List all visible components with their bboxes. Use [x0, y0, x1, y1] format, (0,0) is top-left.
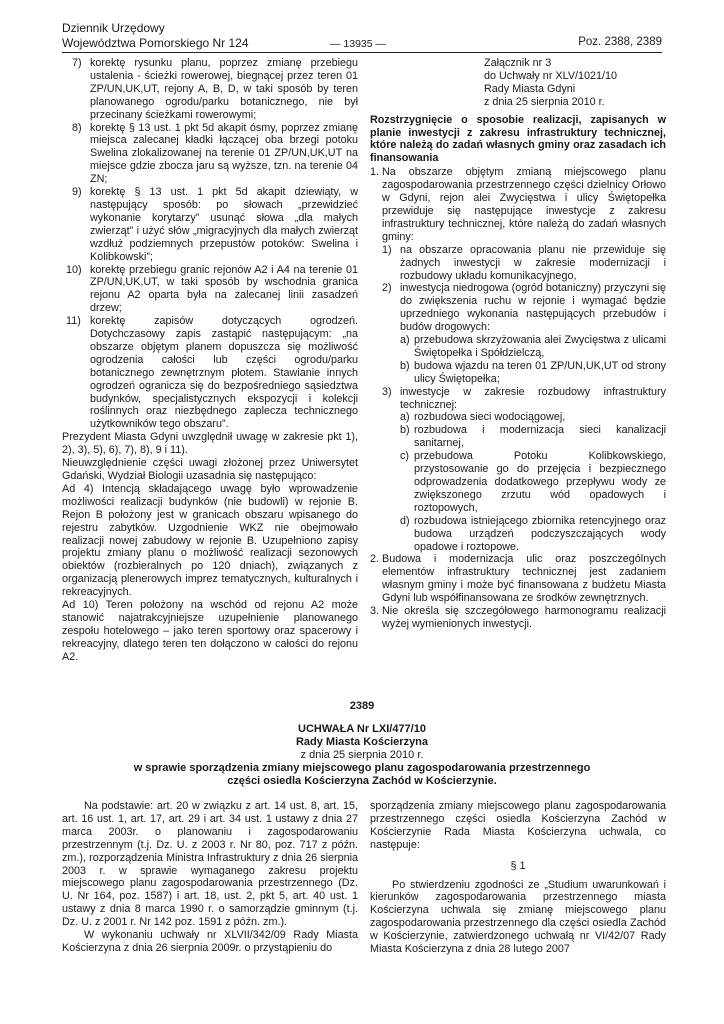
item-text: rozbudowa istniejącego zbiornika retencyjnego oraz budowa urządzeń podczyszczających wody opadowe i roztopowe. — [414, 514, 666, 553]
item-text: rozbudowa sieci wodociągowej, — [414, 411, 566, 424]
item-number: b) — [400, 359, 410, 372]
section-right-column — [370, 800, 666, 956]
item-text: Na obszarze objętym zmianą miejscowego planu zagospodarowania przestrzennego części dzielnicy Orłowo w Gdyni, rejon alei Zwycięstwa i ulicy Świętopełka przewiduje się następujące inwestycje z zakresu infrastruktury technicznej, które należą do zadań własnych gminy: — [382, 166, 666, 243]
item-text: na obszarze opracowania planu nie przewiduje się żadnych inwestycji w zakresie modernizacji i rozbudowy układu komunikacyjnego, — [400, 243, 666, 282]
council-name: Rady Miasta Kościerzyna — [295, 736, 429, 748]
resolution-number: UCHWAŁA Nr LXI/477/10 — [298, 723, 426, 735]
list-item — [400, 515, 666, 554]
list-item — [370, 605, 666, 631]
paragraph: sporządzenia zmiany miejscowego planu zagospodarowania przestrzennego części osiedla Kościerzyna Zachód w Kościerzynie Rada Miasta Kościerzyna uchwala, co następuje: — [370, 800, 666, 851]
annex-heading — [484, 57, 666, 109]
list-item — [62, 57, 358, 122]
sub-sub-list — [400, 411, 666, 553]
resolution-subject: części osiedla Kościerzyna Zachód w Kościerzynie. — [227, 775, 497, 787]
item-text: korektę § 13 ust. 1 pkt 5d akapit dziewiąty, w następujący sposób: po słowach „przewidzieć wykonanie korytarzy” usunąć słowa „dla małych zwierząt” i użyć słów „migracyjnych dla małych zwierząt wzdłuż podziemnych przepustów potoków: Swelina i Kolibkowski”; — [90, 186, 358, 263]
item-number: c) — [400, 450, 409, 463]
paragraph-sign: § 1 — [510, 859, 526, 872]
item-number: 7) — [72, 57, 82, 69]
item-number: 3) — [382, 385, 392, 398]
resolution-title: Rozstrzygnięcie o sposobie realizacji, zapisanych w planie inwestycji z zakresu infrastruktury technicznej, które należą do zadań własnych gminy oraz zasadach ich finansowania — [370, 113, 666, 165]
item-text: budowa wjazdu na teren 01 ZP/UN,UK,UT od strony ulicy Świętopełka; — [414, 359, 666, 385]
item-text: Nie określa się szczegółowego harmonogramu realizacji wyżej wymienionych inwestycji. — [382, 605, 666, 630]
paragraph: Na podstawie: art. 20 w związku z art. 14 ust. 8, art. 15, art. 16 ust. 1, art. 17, art. 29 i art. 34 ust. 1 ustawy z dnia 27 marca 2003r. o planowaniu i zagospodarowaniu przestrzennym (t.j. Dz. U. z 2003 r. Nr 80, poz. 717 z późn. zm.), rozporządzenia Ministra Infrastruktury z dnia 26 sierpnia 2003 r. w sprawie wymaganego zakresu projektu miejscowego planu zagospodarowania przestrzennego (Dz. U. Nr 164, poz. 1587) i art. 18, ust. 2, pkt 5, art. 40 ust. 1 ustawy z dnia 8 marca 1990 r. o samorządzie gminnym (t.j. Dz. U. z 2001 r. Nr 142 poz. 1591 z późn. zm.). — [62, 800, 358, 929]
item-number: 1. — [370, 166, 380, 179]
item-number: d) — [400, 514, 410, 527]
item-text: korektę § 13 ust. 1 pkt 5d akapit ósmy, poprzez zmianę miejsca zalecanej kładki łączącej oba brzegi potoku Swelina zlokalizowanej na terenie 01 ZP/UN,UK,UT na miejsce gdzie zbocza jaru są wyższe, tzn. na terenie 04 ZN; — [90, 121, 358, 186]
list-item — [370, 166, 666, 553]
item-text: Budowa i modernizacja ulic oraz poszczególnych elementów infrastruktury technicznej jest zadaniem własnym gminy i może być finansowana z budżetu Miasta Gdyni lub współfinansowana ze środków zewnętrznych. — [382, 553, 666, 605]
item-text: przebudowa Potoku Kolibkowskiego, przystosowanie go do przejęcia i bezpiecznego odprowadzenia dodatkowego przepływu wody ze zwiększonego zrzutu wód opadowych i roztopowych, — [414, 450, 666, 514]
item-text: inwestycje w zakresie rozbudowy infrastruktury technicznej: — [400, 385, 666, 411]
annex-line: z dnia 25 sierpnia 2010 r. — [484, 95, 605, 108]
paragraph: Ad 4) Intencją składającego uwagę było wprowadzenie możliwości realizacji budynków (nie budowli) w rejonie B. Rejon B położony jest w granicach obszaru wpisanego do rejestru zabytków. Uzgodnienie WKZ nie obejmowało realizacji nowej zabudowy w rejonie B. Uzupełniono zapisy projektu zmiany planu o możliwość realizacji sezonowych obiektów (rozbieralnych po 120 dniach), związanych z organizacją plenerowych imprez tematycznych, kulturalnych i rekreacyjnych. — [62, 482, 358, 599]
item-text: przebudowa skrzyżowania alei Zwycięstwa z ulicami Świętopełka i Spółdzielczą, — [414, 334, 666, 359]
annex-line: do Uchwały nr XLV/1021/10 — [484, 69, 618, 82]
paragraph: Prezydent Miasta Gdyni uwzględnił uwagę w zakresie pkt 1), 2), 3), 5), 6), 7), 8), 9 i 11). — [62, 431, 358, 457]
corrections-list — [62, 57, 358, 431]
list-item — [400, 424, 666, 450]
item-number: 2) — [382, 282, 392, 295]
item-number: b) — [400, 424, 410, 437]
item-number: 11) — [66, 315, 81, 328]
item-number: 1) — [382, 243, 392, 256]
list-item — [370, 553, 666, 605]
item-text: korektę rysunku planu, poprzez zmianę przebiegu ustalenia - ścieżki rowerowej, biegnącej przez teren 01 ZP/UN,UK,UT, rejony A, B, D, w taki sposób by teren planowanego ogrodu/parku botanicznego, nie był przecinany ścieżkami rowerowymi; — [90, 57, 358, 121]
paragraph: Ad 10) Teren położony na wschód od rejonu A2 może stanowić najatrakcyjniejsze uzupełnienie planowanego zespołu hotelowego – jako teren sportowy oraz spacerowy i rekreacyjny, dlatego teren ten dołączono w całości do rejonu A2. — [62, 599, 358, 663]
item-text: korektę przebiegu granic rejonów A2 i A4 na terenie 01 ZP/UN,UK,UT, w taki sposób by wschodnia granica rejonu A2 oparta była na zalecanej linii zasadzeń drzew; — [90, 263, 358, 315]
list-item — [400, 360, 666, 386]
paragraph: Po stwierdzeniu zgodności ze „Studium uwarunkowań i kierunków zagospodarowania przestrzennego miasta Kościerzyna uchwala się zmianę miejscowego planu zagospodarowania przestrzennego dla części osiedla Zachód w Kościerzynie, zatwierdzonego uchwałą nr VI/42/07 Rady Miasta Kościerzyna z dnia 28 lutego 2007 — [370, 878, 666, 956]
item-number: 3. — [370, 605, 380, 618]
list-item — [382, 244, 666, 283]
item-number: 2. — [370, 553, 380, 566]
header-divider — [62, 52, 662, 53]
sub-list — [382, 244, 666, 554]
section-left-column — [62, 800, 358, 955]
journal-title — [62, 21, 249, 51]
list-item — [400, 411, 666, 424]
item-text: rozbudowa i modernizacja sieci kanalizacji sanitarnej, — [414, 424, 666, 450]
annex-line: Załącznik nr 3 — [484, 57, 552, 69]
item-number: a) — [400, 334, 410, 347]
position-numbers: Poz. 2388, 2389 — [578, 36, 662, 48]
item-number: a) — [400, 411, 410, 424]
item-number: 10) — [66, 263, 82, 276]
list-item — [62, 264, 358, 316]
sub-sub-list — [400, 334, 666, 386]
list-item — [62, 122, 358, 187]
list-item — [62, 315, 358, 431]
page-number: — 13935 — — [330, 38, 387, 50]
list-item — [382, 386, 666, 554]
list-item — [62, 186, 358, 263]
journal-title-line2: Województwa Pomorskiego Nr 124 — [62, 36, 249, 50]
item-text: korektę zapisów dotyczących ogrodzeń. Dotychczasowy zapis zastąpić następującym: „na obszarze objętym planem dopuszcza się możliwość ogrodzenia całości lub części ogrodu/parku botanicznego zewnętrznym płotem. Stawianie innych ogrodzeń ogranicza się do bezpośredniego sąsiedztwa budynków, specjalistycznych ekspozycji i kolekcji roślinnych oraz niezbędnego zaplecza technicznego użytkowników tego obszaru”. — [90, 315, 358, 431]
journal-title-line1: Dziennik Urzędowy — [62, 21, 165, 35]
paragraph: W wykonaniu uchwały nr XLVII/342/09 Rady Miasta Kościerzyna z dnia 26 sierpnia 2009r. o przystąpieniu do — [62, 929, 358, 954]
item-number: 9) — [72, 186, 82, 199]
resolution-subject: w sprawie sporządzenia zmiany miejscowego planu zagospodarowania przestrzennego — [133, 762, 591, 774]
list-item — [400, 334, 666, 360]
investments-list — [370, 166, 666, 631]
item-number: 8) — [72, 121, 82, 134]
item-text: inwestycja niedrogowa (ogród botaniczny) przyczyni się do zwiększenia ruchu w rejonie i wymagać będzie uprzedniego wykonania następujących przebudów i budów drogowych: — [400, 282, 666, 334]
section-heading — [80, 723, 644, 788]
left-column — [62, 57, 358, 664]
section-number: 2389 — [349, 700, 375, 712]
list-item — [382, 282, 666, 385]
right-column — [370, 57, 666, 631]
annex-line: Rady Miasta Gdyni — [484, 82, 576, 95]
list-item — [400, 450, 666, 515]
resolution-date: z dnia 25 sierpnia 2010 r. — [300, 749, 424, 761]
paragraph: Nieuwzględnienie części uwagi złożonej przez Uniwersytet Gdański, Wydział Biologii uzasadnia się następująco: — [62, 457, 358, 482]
